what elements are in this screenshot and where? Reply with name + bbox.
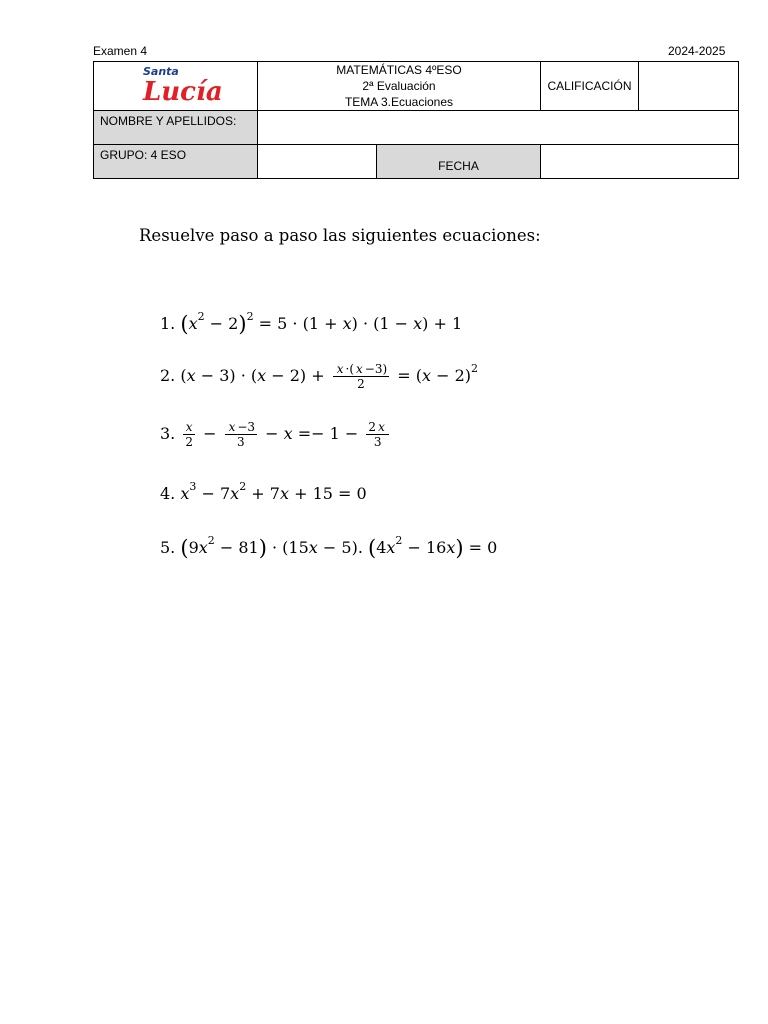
equation-number: 1. (160, 314, 176, 333)
school-year: 2024-2025 (668, 44, 726, 58)
date-label: FECHA (377, 145, 541, 179)
equation-number: 5. (160, 538, 176, 557)
logo-text-top: Santa (143, 65, 179, 78)
exam-header-table (93, 61, 739, 179)
grade-value-cell[interactable] (639, 62, 739, 111)
fraction: $\frac{x -3}{3}$ (225, 420, 257, 449)
instructions-text: Resuelve paso a paso las siguientes ecuaciones: (139, 226, 541, 245)
exam-label: Examen 4 (93, 44, 148, 58)
group-value-cell[interactable] (258, 145, 377, 179)
evaluation-label: 2ª Evaluación (362, 79, 436, 93)
equation-number: 3. (160, 424, 176, 443)
date-field[interactable] (541, 145, 739, 179)
equation-3: 3. $\frac{x}{2}$ − $\frac{x -3}{3}$ − x =− 1 − $\frac{2 x}{3}$ (160, 420, 392, 449)
name-label: NOMBRE Y APELLIDOS: (94, 111, 258, 145)
equation-5: 5. $(9x^2 - 81) \cdot (15x - 5)$. $(4x^2 - 16x) = 0$ (160, 534, 498, 560)
equation-2: 2. (x − 3) · (x − 2) + $\frac{x \cdot( x -3)}{2}$ = $(x - 2)^2$ (160, 362, 479, 391)
group-label: GRUPO: 4 ESO (94, 145, 258, 179)
equation-number: 4. (160, 484, 176, 503)
topic-label: TEMA 3.Ecuaciones (344, 95, 454, 109)
grade-label: CALIFICACIÓN (541, 62, 639, 111)
name-field[interactable] (258, 111, 739, 145)
fraction: $\frac{x}{2}$ (185, 420, 193, 449)
school-logo (141, 64, 223, 107)
fraction: $\frac{x \cdot( x -3)}{2}$ (333, 362, 389, 391)
fraction: $\frac{2 x}{3}$ (366, 420, 388, 449)
equation-4: 4. $x^3 - 7x^2 + 7x + 15 = 0$ (160, 480, 367, 503)
subject-cell (258, 62, 541, 111)
subject-title: MATEMÁTICAS 4ºESO (336, 63, 462, 77)
equation-1: 1. $(x^2 - 2)^2 = 5 \cdot (1 + x) \cdot (1 - x) + 1$ (160, 310, 463, 336)
equation-number: 2. (160, 366, 176, 385)
logo-text-bottom: Lucía (143, 77, 223, 107)
logo-cell (94, 62, 258, 111)
